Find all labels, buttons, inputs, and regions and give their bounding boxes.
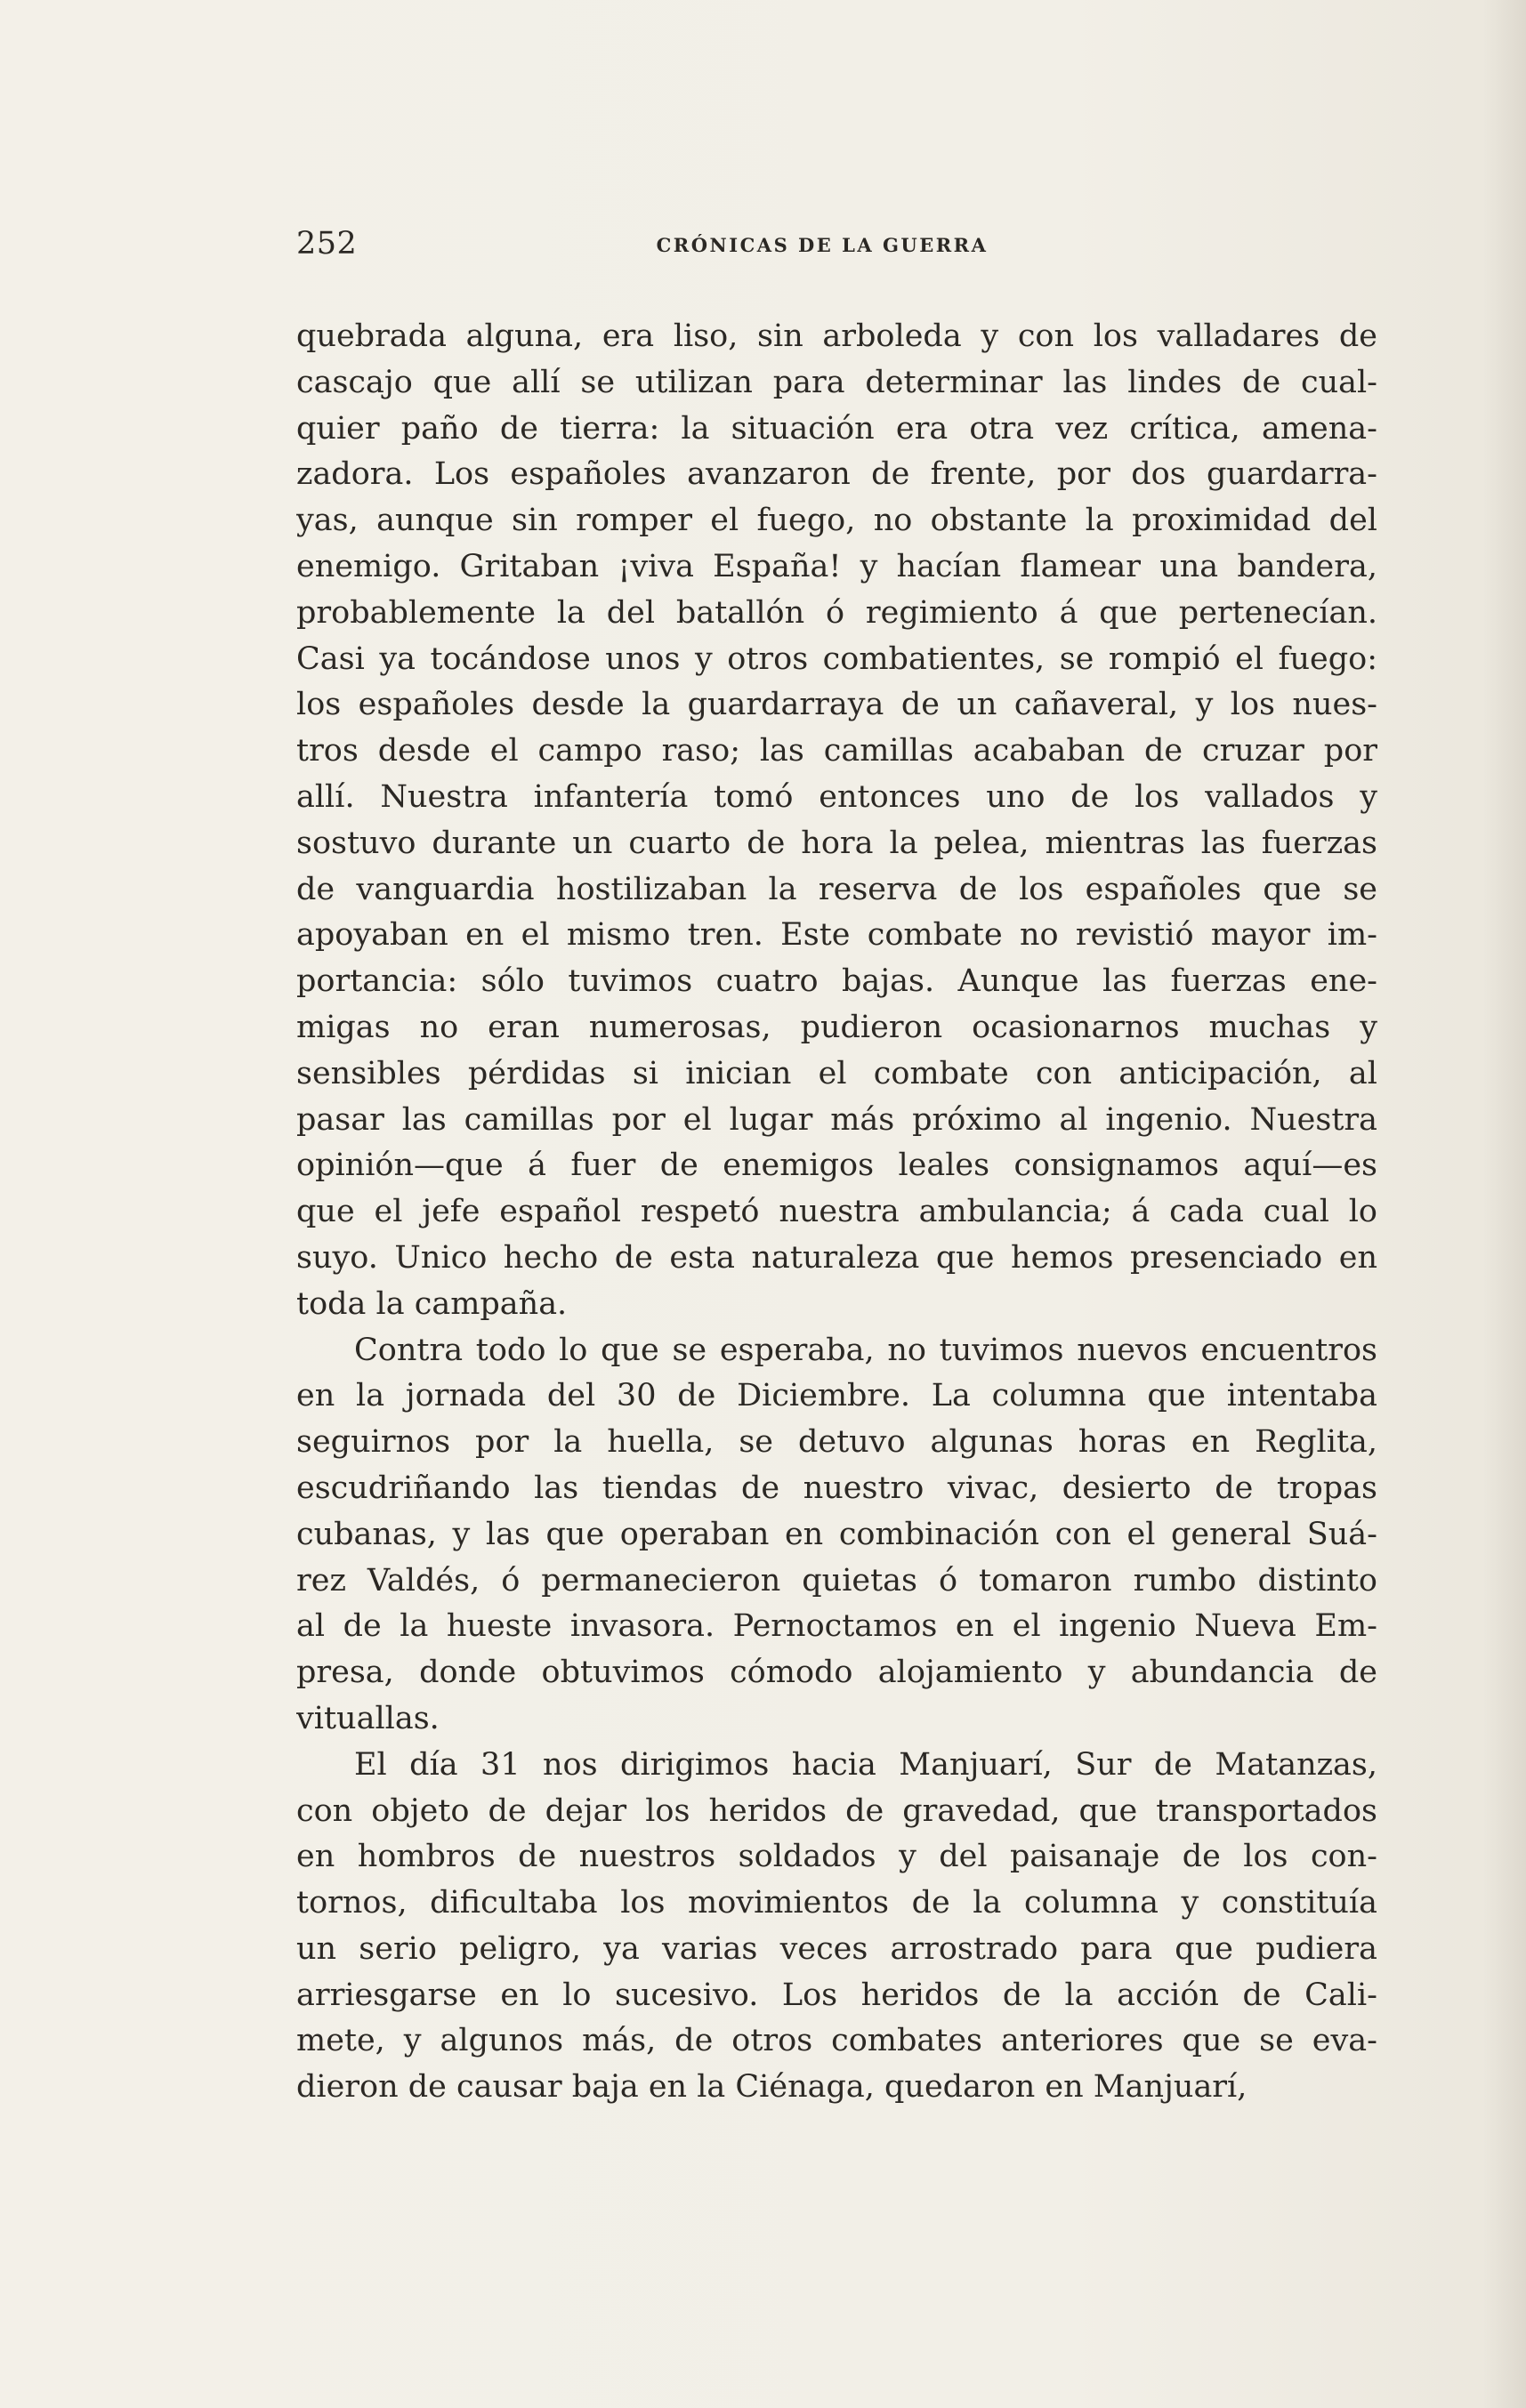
text-line: cascajo que allí se utilizan para determinar las lindes de cual- [296,364,1377,400]
text-line: allí. Nuestra infantería tomó entonces uno de los vallados y [296,778,1377,815]
page-edge-shadow [1483,0,1526,2408]
text-line: migas no eran numerosas, pudieron ocasionarnos muchas y [296,1009,1377,1045]
text-line: quebrada alguna, era liso, sin arboleda y con los valladares de [296,318,1377,354]
text-line: cubanas, y las que operaban en combinación con el general Suá- [296,1516,1377,1552]
paragraph [296,1743,1377,2111]
text-line: en la jornada del 30 de Diciembre. La columna que intentaba [296,1378,1377,1414]
body-text [296,314,1377,2111]
text-line: El día 31 nos dirigimos hacia Manjuarí, Sur de Matanzas, [354,1746,1377,1783]
page-number: 252 [296,226,358,262]
text-line: rez Valdés, ó permanecieron quietas ó tomaron rumbo distinto [296,1562,1377,1599]
text-line: con objeto de dejar los heridos de gravedad, que transportados [296,1792,1377,1829]
text-line: de vanguardia hostilizaban la reserva de los españoles que se [296,871,1377,907]
text-line: mete, y algunos más, de otros combates anteriores que se eva- [296,2023,1377,2059]
text-line: un serio peligro, ya varias veces arrostrado para que pudiera [296,1930,1377,1967]
text-line: suyo. Unico hecho de esta naturaleza que hemos presenciado en [296,1239,1377,1276]
text-line: en hombros de nuestros soldados y del paisanaje de los con- [296,1839,1377,1875]
text-line: yas, aunque sin romper el fuego, no obstante la proximidad del [296,503,1377,539]
text-line: probablemente la del batallón ó regimiento á que pertenecían. [296,594,1377,631]
paragraph [296,1328,1377,1743]
text-line: toda la campaña. [296,1285,568,1322]
text-line: Contra todo lo que se esperaba, no tuvimos nuevos encuentros [354,1332,1377,1368]
text-line: que el jefe español respetó nuestra ambulancia; á cada cual lo [296,1194,1377,1230]
text-line: presa, donde obtuvimos cómodo alojamiento y abundancia de [296,1655,1377,1691]
text-line: seguirnos por la huella, se detuvo algunas horas en Reglita, [296,1424,1377,1461]
text-line: arriesgarse en lo sucesivo. Los heridos de la acción de Cali- [296,1977,1377,2013]
text-line: zadora. Los españoles avanzaron de frente, por dos guardarra- [296,456,1377,493]
text-line: los españoles desde la guardarraya de un cañaveral, y los nues- [296,687,1377,723]
text-line: escudriñando las tiendas de nuestro vivac, desierto de tropas [296,1470,1377,1506]
text-line: sostuvo durante un cuarto de hora la pelea, mientras las fuerzas [296,825,1377,861]
page-header [296,226,1377,270]
text-line: tros desde el campo raso; las camillas acababan de cruzar por [296,733,1377,769]
text-line: apoyaban en el mismo tren. Este combate no revistió mayor im- [296,917,1377,954]
text-line: vituallas. [296,1700,440,1736]
text-line: quier paño de tierra: la situación era otra vez crítica, amena- [296,410,1377,447]
text-line: sensibles pérdidas si inician el combate con anticipación, al [296,1055,1377,1091]
paragraph [296,314,1377,1328]
text-line: al de la hueste invasora. Pernoctamos en el ingenio Nueva Em- [296,1608,1377,1645]
text-line: opinión—que á fuer de enemigos leales consignamos aquí—es [296,1148,1377,1184]
text-line: Casi ya tocándose unos y otros combatientes, se rompió el fuego: [296,640,1377,677]
text-line: tornos, dificultaba los movimientos de la columna y constituía [296,1885,1377,1921]
text-line: dieron de causar baja en la Ciénaga, quedaron en Manjuarí, [296,2069,1247,2106]
text-line: enemigo. Gritaban ¡viva España! y hacían flamear una bandera, [296,548,1377,584]
text-line: portancia: sólo tuvimos cuatro bajas. Aunque las fuerzas ene- [296,963,1377,1000]
running-head: CRÓNICAS DE LA GUERRA [656,234,989,256]
text-line: pasar las camillas por el lugar más próximo al ingenio. Nuestra [296,1101,1377,1138]
